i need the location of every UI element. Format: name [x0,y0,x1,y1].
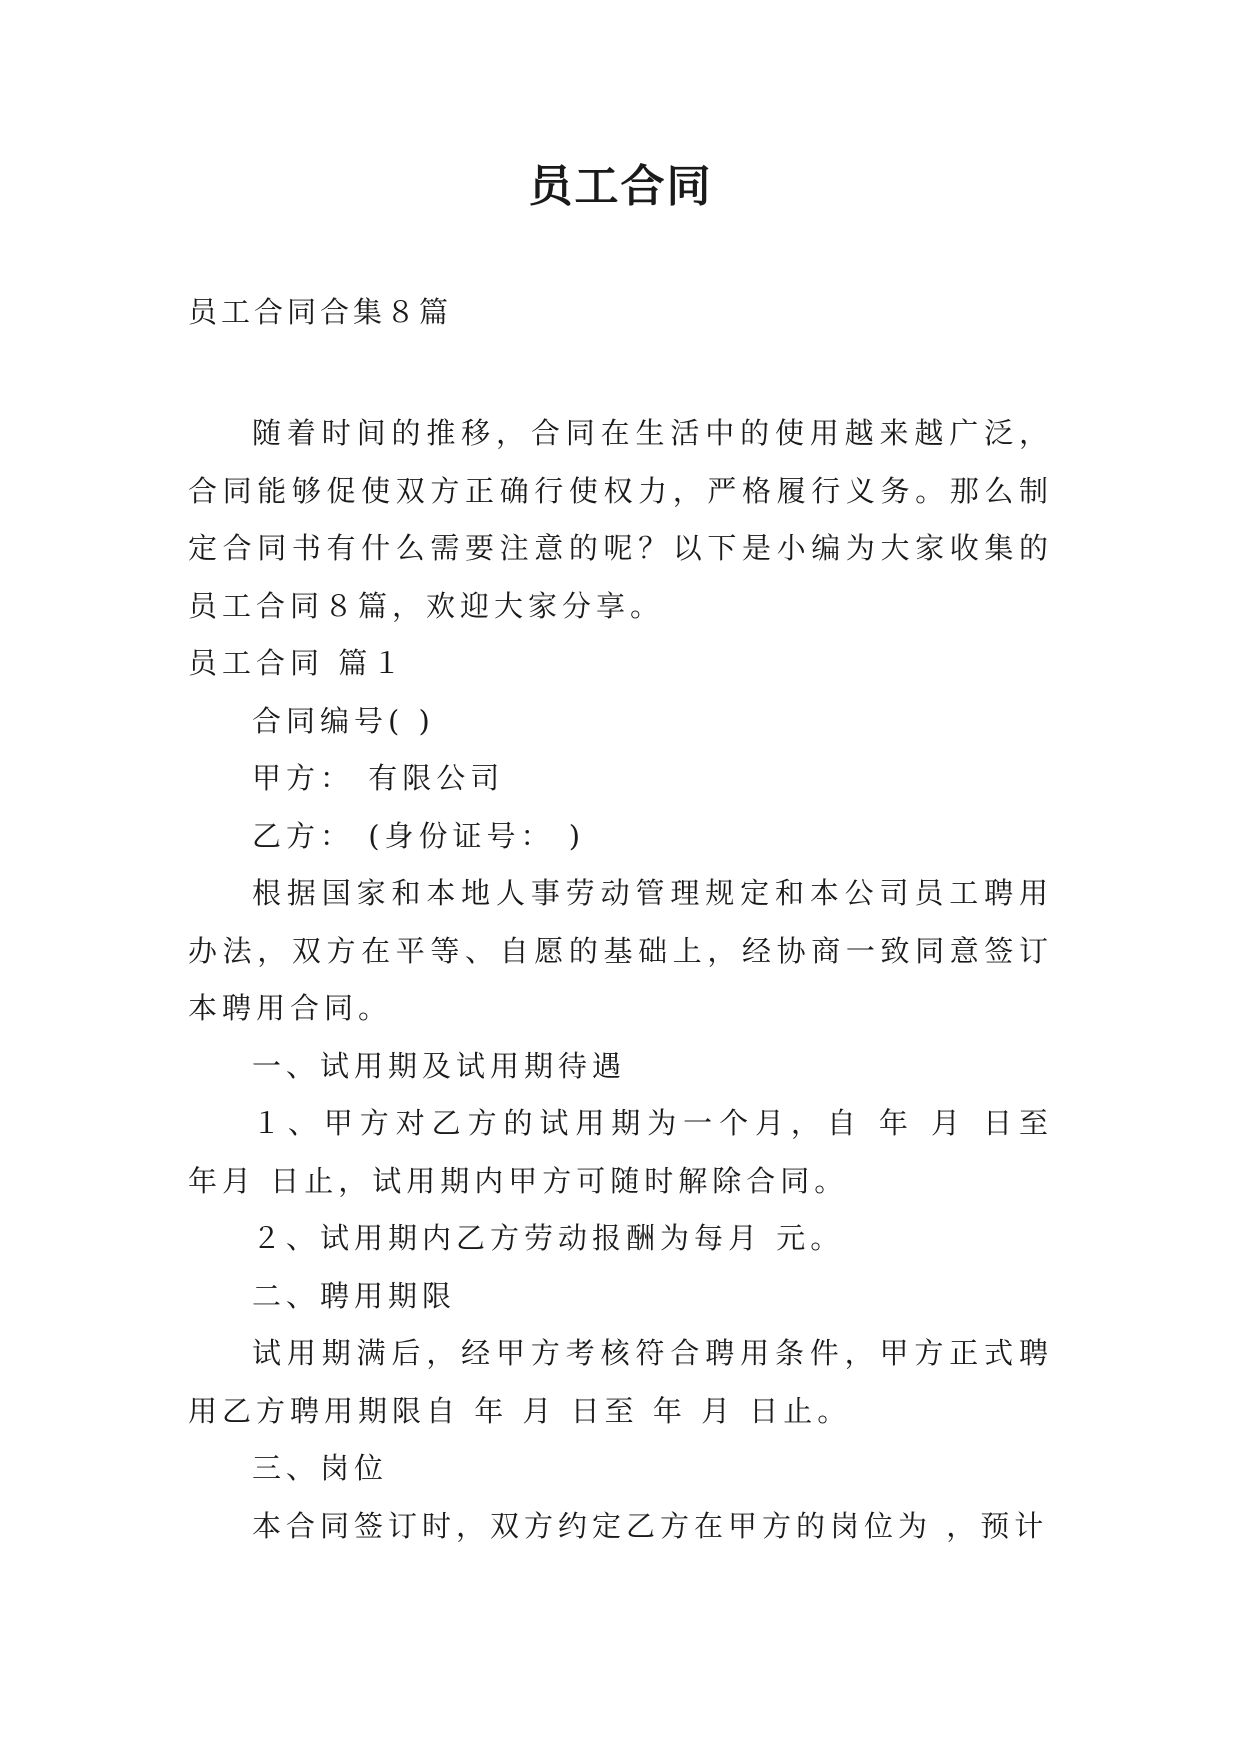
clause-heading-term: 二、聘用期限 [252,1278,457,1313]
preamble-paragraph: 根据国家和本地人事劳动管理规定和本公司员工聘用办法，双方在平等、自愿的基础上，经协商一致同意签订本聘用合同。 [188,876,1053,1025]
clause-term-paragraph: 试用期满后，经甲方考核符合聘用条件，甲方正式聘用乙方聘用期限自 年 月 日至 年 月 日止。 [188,1336,1053,1428]
document-body [188,405,1053,1555]
clause-probation-item-2: ２、试用期内乙方劳动报酬为每月 元。 [252,1221,845,1255]
clause-probation-item-1: １、甲方对乙方的试用期为一个月，自 年 月 日至 年月 日止，试用期内甲方可随时解除合同。 [188,1106,1053,1198]
clause-heading-position: 三、岗位 [252,1451,389,1485]
clause-position-paragraph: 本合同签订时，双方约定乙方在甲方的岗位为 ，预计 [252,1508,1049,1543]
intro-paragraph: 随着时间的推移，合同在生活中的使用越来越广泛，合同能够促使双方正确行使权力，严格履行义务。那么制定合同书有什么需要注意的呢？以下是小编为大家收集的员工合同８篇，欢迎大家分享。 [188,416,1053,623]
document-subtitle: 员工合同合集８篇 [188,295,453,329]
page-title: 员工合同 [528,161,713,212]
party-b-line: 乙方： (身份证号： ) [252,818,586,853]
section-heading-part-1: 员工合同 篇１ [188,646,407,680]
party-a-line: 甲方： 有限公司 [252,761,505,795]
contract-number-line: 合同编号( ) [252,703,435,738]
clause-heading-probation: 一、试用期及试用期待遇 [252,1048,627,1083]
